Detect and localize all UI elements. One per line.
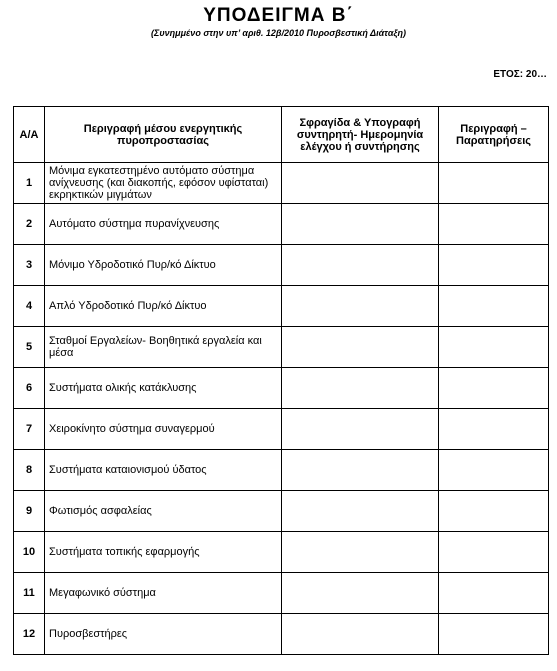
notes-cell[interactable] [439,327,549,368]
table-row [14,450,549,491]
signature-date-cell[interactable] [282,573,439,614]
row-number: 5 [14,327,45,368]
fire-protection-item-description: Φωτισμός ασφαλείας [45,491,282,532]
notes-cell[interactable] [439,614,549,655]
table-header-row [14,107,549,163]
signature-date-cell[interactable] [282,286,439,327]
table-row [14,368,549,409]
notes-cell[interactable] [439,409,549,450]
row-number: 7 [14,409,45,450]
year-label: ΕΤΟΣ: 20… [493,69,547,80]
document-title: ΥΠΟΔΕΙΓΜΑ Β΄ [203,5,354,26]
notes-cell[interactable] [439,204,549,245]
signature-date-cell[interactable] [282,163,439,204]
maintenance-table [13,106,549,655]
signature-date-cell[interactable] [282,450,439,491]
table-row [14,409,549,450]
fire-protection-item-description: Μεγαφωνικό σύστημα [45,573,282,614]
table-row [14,614,549,655]
signature-date-cell[interactable] [282,327,439,368]
table-row [14,491,549,532]
table-row [14,245,549,286]
fire-protection-item-description: Μόνιμο Υδροδοτικό Πυρ/κό Δίκτυο [45,245,282,286]
notes-cell[interactable] [439,163,549,204]
row-number: 10 [14,532,45,573]
fire-protection-item-description: Συστήματα καταιονισμού ύδατος [45,450,282,491]
signature-date-cell[interactable] [282,204,439,245]
notes-cell[interactable] [439,532,549,573]
table-row [14,286,549,327]
signature-date-cell[interactable] [282,409,439,450]
row-number: 9 [14,491,45,532]
fire-protection-item-description: Συστήματα ολικής κατάκλυσης [45,368,282,409]
signature-date-cell[interactable] [282,532,439,573]
table-row [14,204,549,245]
row-number: 3 [14,245,45,286]
notes-cell[interactable] [439,491,549,532]
signature-date-cell[interactable] [282,245,439,286]
signature-date-cell[interactable] [282,614,439,655]
notes-cell[interactable] [439,245,549,286]
notes-cell[interactable] [439,573,549,614]
table-row [14,573,549,614]
notes-cell[interactable] [439,450,549,491]
row-number: 8 [14,450,45,491]
row-number: 6 [14,368,45,409]
row-number: 4 [14,286,45,327]
fire-protection-item-description: Πυροσβεστήρες [45,614,282,655]
header-notes: Περιγραφή – Παρατηρήσεις [439,107,549,163]
fire-protection-item-description: Απλό Υδροδοτικό Πυρ/κό Δίκτυο [45,286,282,327]
signature-date-cell[interactable] [282,491,439,532]
header-signature-date: Σφραγίδα & Υπογραφή συντηρητή- Ημερομηνία ελέγχου ή συντήρησης [282,107,439,163]
table-row [14,532,549,573]
row-number: 1 [14,163,45,204]
row-number: 11 [14,573,45,614]
row-number: 12 [14,614,45,655]
table-body [14,163,549,655]
table-row [14,163,549,204]
row-number: 2 [14,204,45,245]
signature-date-cell[interactable] [282,368,439,409]
fire-protection-item-description: Χειροκίνητο σύστημα συναγερμού [45,409,282,450]
fire-protection-item-description: Μόνιμα εγκατεστημένο αυτόματο σύστημα ανίχνευσης (και διακοπής, εφόσον υφίσταται) εκρηκτικών μιγμάτων [45,163,282,204]
fire-protection-item-description: Σταθμοί Εργαλείων- Βοηθητικά εργαλεία και μέσα [45,327,282,368]
notes-cell[interactable] [439,286,549,327]
header-description: Περιγραφή μέσου ενεργητικής πυροπροστασίας [45,107,282,163]
fire-protection-item-description: Αυτόματο σύστημα πυρανίχνευσης [45,204,282,245]
document-subtitle: (Συνημμένο στην υπ’ αριθ. 12β/2010 Πυροσβεστική Διάταξη) [151,28,406,38]
notes-cell[interactable] [439,368,549,409]
header-serial-number: Α/Α [14,107,45,163]
table-row [14,327,549,368]
fire-protection-item-description: Συστήματα τοπικής εφαρμογής [45,532,282,573]
